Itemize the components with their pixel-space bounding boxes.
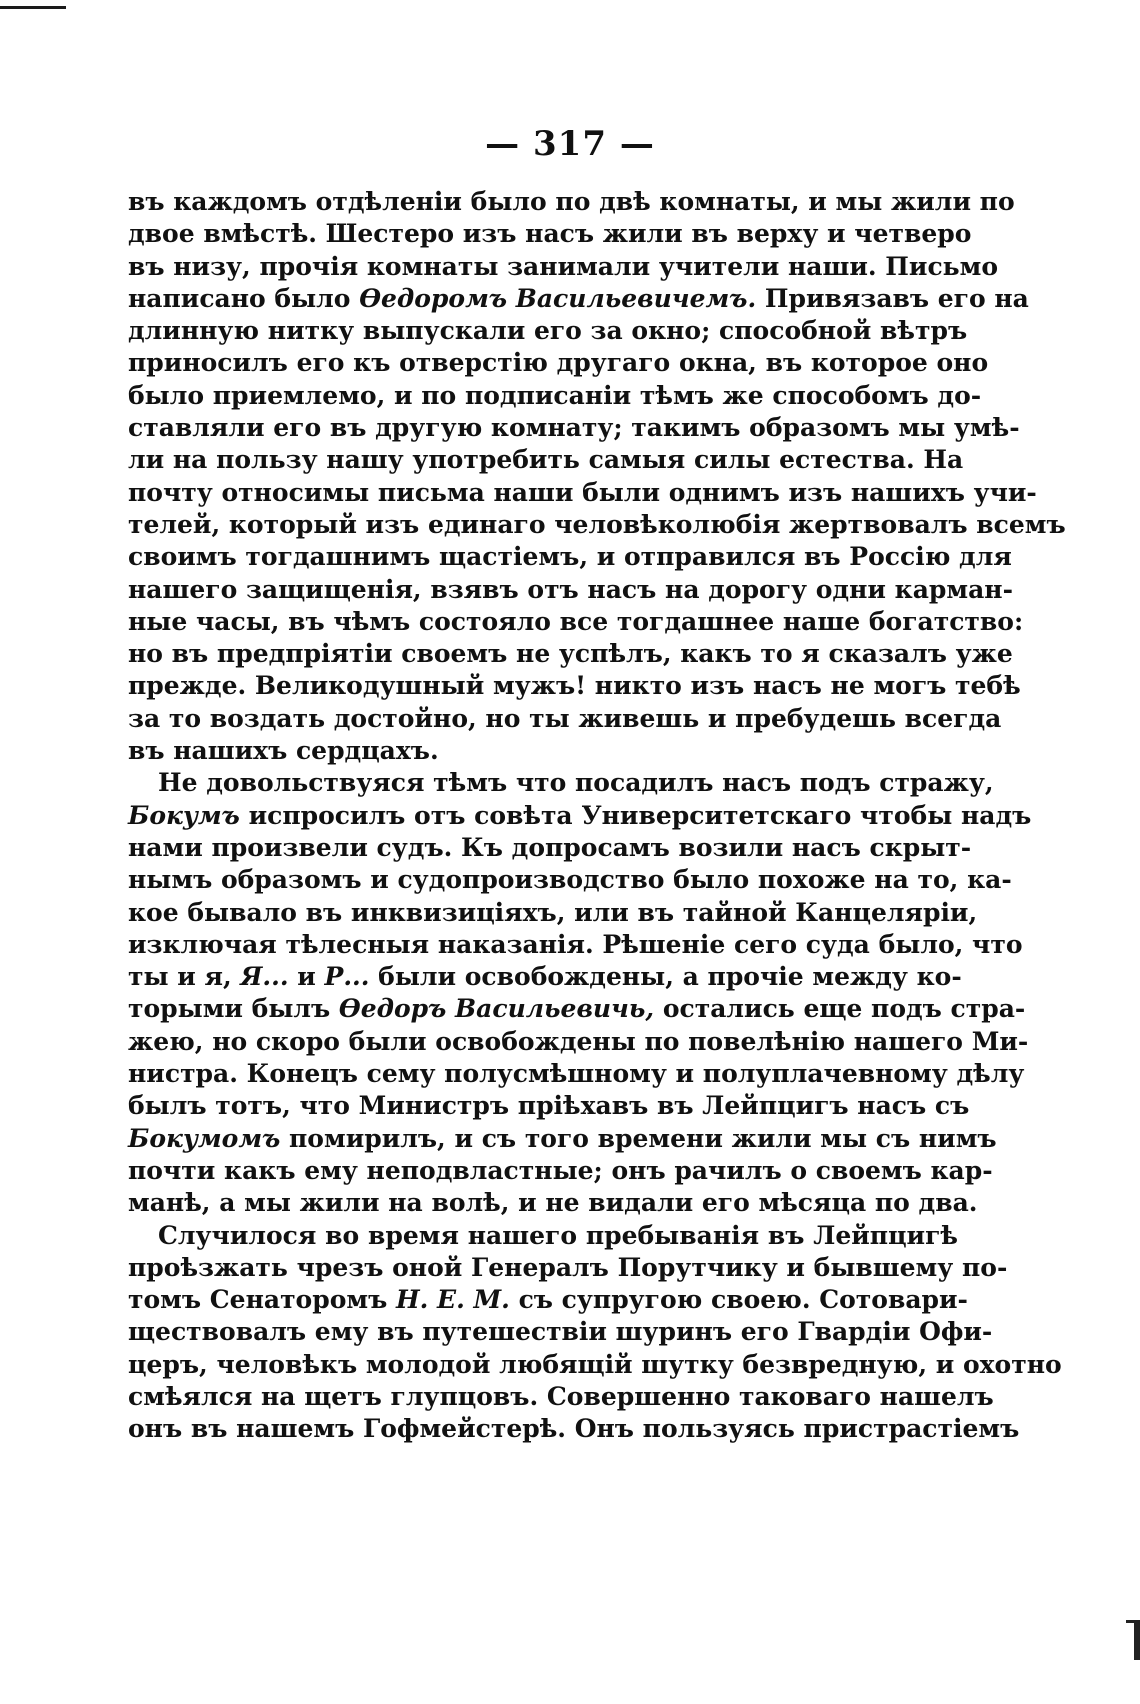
italic-name: Р... [324,962,370,992]
text-line: ставляли его въ другую комнату; такимъ образомъ мы умѣ- [128,413,1020,443]
text-line: своимъ тогдашнимъ щастіемъ, и отправился въ Россію для [128,542,1012,572]
text-line: ные часы, въ чѣмъ состояло все тогдашнее наше богатство: [128,606,1024,636]
text-line: двое вмѣстѣ. Шестеро изъ насъ жили въ верху и четверо [128,219,972,249]
italic-name: Ѳедоромъ Васильевичемъ. [359,283,757,313]
text-segment: написано было [128,283,360,313]
text-line [128,993,1026,1025]
text-line: Не довольствуяся тѣмъ что посадилъ насъ подъ стражу, [158,768,994,798]
text-line: ществовалъ ему въ путешествіи шуринъ его Гвардіи Офи- [128,1317,993,1347]
text-line: въ низу, прочія комнаты занимали учители наши. Письмо [128,251,999,281]
text-line: нами произвели судъ. Къ допросамъ возили насъ скрыт- [128,832,972,862]
text-line: приносилъ его къ отверстію другаго окна, въ которое оно [128,348,989,378]
text-line: длинную нитку выпускали его за окно; способной вѣтръ [128,316,968,346]
italic-name: Н. Е. М. [395,1285,510,1315]
text-segment: съ супругою своею. Сотовари- [509,1285,968,1315]
text-line: ли на пользу нашу употребить самыя силы естества. На [128,445,964,475]
text-line: за то воздать достойно, но ты живешь и пребудешь всегда [128,703,1002,733]
text-line [128,1284,968,1316]
text-line: манѣ, а мы жили на волѣ, и не видали его мѣсяца по два. [128,1188,978,1218]
text-line: въ каждомъ отдѣленіи было по двѣ комнаты, и мы жили по [128,187,1015,216]
corner-rule [0,6,66,9]
text-segment: и [288,962,325,992]
text-line: телей, который изъ единаго человѣколюбія жертвовалъ всемъ [128,509,1066,539]
text-line: жею, но скоро были освобождены по повелѣнію нашего Ми- [128,1026,1029,1056]
text-line: прежде. Великодушный мужъ! никто изъ насъ не могъ тебѣ [128,671,1021,701]
text-segment: ты и я, [128,962,241,992]
text-line: церъ, человѣкъ молодой любящій шутку безвредную, и охотно [128,1349,1062,1379]
page-edge-mark [1134,1620,1140,1660]
text-segment: торыми былъ [128,994,339,1024]
italic-name: Ѳедоръ Васильевичь, [338,994,655,1024]
text-segment: помирилъ, и съ того времени жили мы съ нимъ [280,1123,997,1153]
text-line: нистра. Конецъ сему полусмѣшному и полуплачевному дѣлу [128,1059,1025,1089]
text-line: изключая тѣлесныя наказанія. Рѣшеніе сего суда было, что [128,929,1023,959]
text-line: почту относимы письма наши были однимъ изъ нашихъ учи- [128,477,1037,507]
text-line: но въ предпріятіи своемъ не успѣлъ, какъ то я сказалъ уже [128,639,1013,669]
italic-name: Бокумомъ [128,1123,281,1153]
text-line: Случилося во время нашего пребыванія въ Лейпцигѣ [158,1220,958,1250]
text-segment: томъ Сенаторомъ [128,1285,396,1315]
text-line [128,283,1029,315]
italic-name: Я... [240,962,289,992]
page-number: — 317 — [485,124,655,164]
text-line: проѣзжать чрезъ оной Генералъ Порутчику и бывшему по- [128,1252,1008,1282]
text-line [128,800,1032,832]
text-segment: остались еще подъ стра- [654,994,1026,1024]
text-line: нашего защищенія, взявъ отъ насъ на дорогу одни карман- [128,574,1013,604]
text-segment: испросилъ отъ совѣта Университетскаго чтобы надъ [239,800,1032,830]
text-line: было приемлемо, и по подписаніи тѣмъ же способомъ до- [128,380,982,410]
text-line [128,961,962,993]
text-line [128,1123,997,1155]
body-text [128,186,1066,1446]
text-segment: были освобождены, а прочіе между ко- [369,962,962,992]
text-line: кое бывало въ инквизиціяхъ, или въ тайной Канцеляріи, [128,897,978,927]
text-line: почти какъ ему неподвластные; онъ рачилъ о своемъ кар- [128,1155,993,1185]
text-line: былъ тотъ, что Министръ пріѣхавъ въ Лейпцигъ насъ съ [128,1091,970,1121]
text-line: онъ въ нашемъ Гофмейстерѣ. Онъ пользуясь пристрастіемъ [128,1414,1020,1444]
text-line: въ нашихъ сердцахъ. [128,736,439,766]
text-line: смѣялся на щетъ глупцовъ. Совершенно таковагo нашелъ [128,1381,994,1411]
italic-name: Бокумъ [128,800,240,830]
text-line: нымъ образомъ и судопроизводство было похоже на то, ка- [128,865,1012,895]
text-segment: Привязавъ его на [756,283,1029,313]
